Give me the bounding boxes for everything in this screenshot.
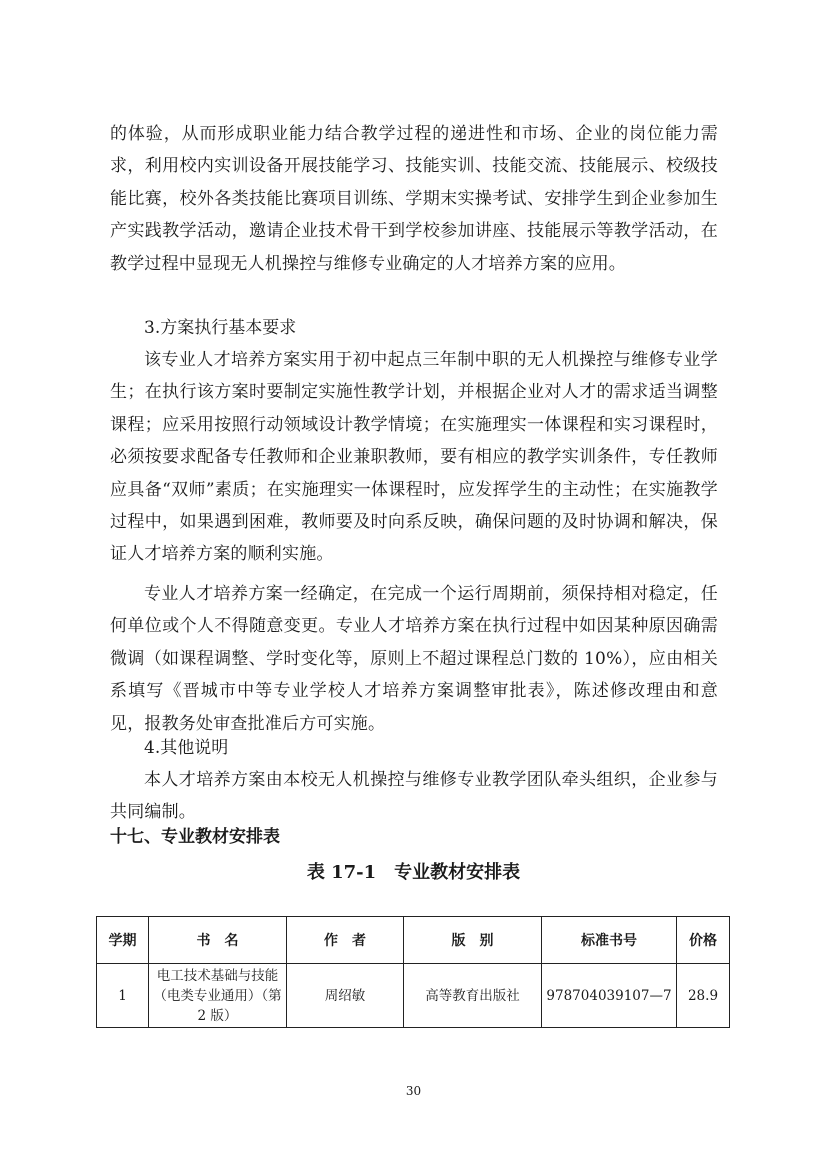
table-title: 表 17-1 专业教材安排表	[306, 862, 521, 883]
cell-book-title: 电工技术基础与技能（电类专业通用）（第 2 版）	[149, 964, 287, 1028]
paragraph-plan-stability: 专业人才培养方案一经确定，在完成一个运行周期前，须保持相对稳定，任何单位或个人不得随意变更。专业人才培养方案在执行过程中如因某种原因确需微调（如课程调整、学时变化等，原则上不超过课程总门数的 10%），应由相关系填写《晋城市中等专业学校人才培养方案调整审批表》，陈述修改理由和意见，报教务处审查批准后方可实施。	[110, 584, 718, 734]
cell-semester: 1	[97, 964, 149, 1028]
paragraph-other-notes: 本人才培养方案由本校无人机操控与维修专业教学团队牵头组织，企业参与共同编制。	[110, 770, 718, 823]
cell-author: 周绍敏	[287, 964, 404, 1028]
header-publisher: 版 别	[404, 917, 542, 964]
cell-publisher: 高等教育出版社	[404, 964, 542, 1028]
header-book-title: 书 名	[149, 917, 287, 964]
paragraph-teaching-process: 的体验，从而形成职业能力结合教学过程的递进性和市场、企业的岗位能力需求，利用校内实训设备开展技能学习、技能实训、技能交流、技能展示、校级技能比赛，校外各类技能比赛项目训练、学期末实操考试、安排学生到企业参加生产实践教学活动，邀请企业技术骨干到学校参加讲座、技能展示等教学活动，在教学过程中显现无人机操控与维修专业确定的人才培养方案的应用。	[110, 124, 718, 274]
page-number: 30	[405, 1084, 422, 1098]
subheading-other-notes: 4.其他说明	[144, 738, 229, 758]
header-author: 作 者	[287, 917, 404, 964]
table-header-row	[97, 917, 730, 964]
table-row	[97, 964, 730, 1028]
header-price: 价格	[677, 917, 730, 964]
header-semester: 学期	[97, 917, 149, 964]
textbook-table	[96, 916, 730, 1028]
cell-price: 28.9	[677, 964, 730, 1028]
section-title: 十七、专业教材安排表	[110, 827, 280, 847]
header-isbn: 标准书号	[542, 917, 677, 964]
paragraph-execution-requirements: 该专业人才培养方案实用于初中起点三年制中职的无人机操控与维修专业学生；在执行该方案时要制定实施性教学计划，并根据企业对人才的需求适当调整课程；应采用按照行动领域设计教学情境；在实施理实一体课程和实习课程时，必须按要求配备专任教师和企业兼职教师，要有相应的教学实训条件，专任教师应具备“双师”素质；在实施理实一体课程时，应发挥学生的主动性；在实施教学过程中，如果遇到困难，教师要及时向系反映，确保问题的及时协调和解决，保证人才培养方案的顺利实施。	[110, 350, 718, 565]
subheading-execution-requirements: 3.方案执行基本要求	[144, 318, 297, 338]
cell-isbn: 978704039107—7	[542, 964, 677, 1028]
